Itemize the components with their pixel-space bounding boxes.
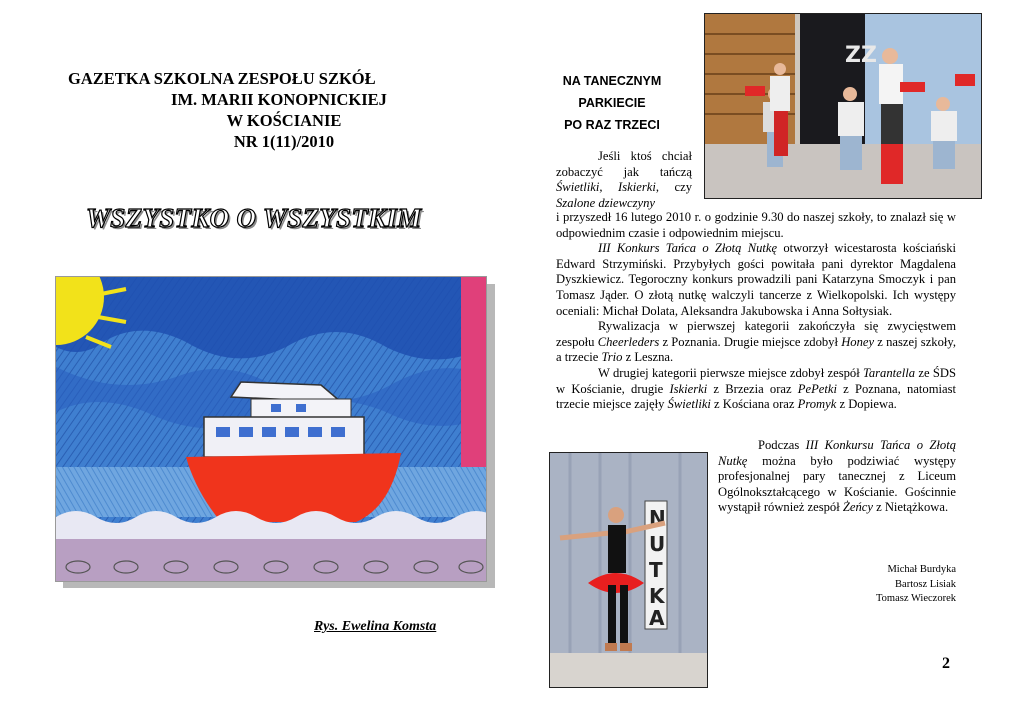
article-authors: [840, 563, 956, 607]
p4-italic-3: PePetki: [797, 381, 837, 396]
p3-italic-1: Cheerleders: [597, 334, 660, 349]
intro-text-1: Jeśli ktoś chciał zobaczyć jak tańczą: [556, 149, 692, 179]
ballerina-photo: [549, 452, 708, 688]
ship-drawing: [55, 276, 487, 582]
article-paragraph-4: [556, 366, 956, 413]
dance-group-image: [705, 14, 981, 198]
p4-text-f: z Dopiewa.: [836, 397, 897, 412]
p2-text: otworzył wicestarosta kościański Edward Strzymiński. Przybyłych gości powitała pani dyrektor Magdalena Dyszkiewicz. Tegoroczny konkurs prowadzili pani Katarzyna Smoczyk i pan Tomasz Jąder. O złotą nutkę walczyli tancerze z Wielkopolski. Ich występy oceniali: Michał Dolata, Aleksandra Jakubowska i Anna Sołtysiak.: [556, 241, 957, 318]
article-title-line-1: NA TANECZNYM: [562, 74, 662, 88]
article-title: [548, 70, 676, 136]
dance-group-photo: [704, 13, 982, 199]
intro-italic-2: Szalone dziewczyny: [556, 195, 655, 210]
p4-italic-5: Promyk: [797, 397, 837, 412]
p3-text-c: z naszej szkoły, a trzecie: [556, 334, 957, 365]
p5-text-a: Podczas: [758, 438, 806, 452]
p4-text-d: z Poznana, natomiast trzecie miejsce zajęły: [556, 381, 956, 412]
header-line-3: W KOŚCIANIE: [226, 111, 342, 130]
p3-text-d: z Leszna.: [622, 350, 674, 365]
article-title-line-3: PO RAZ TRZECI: [564, 118, 660, 132]
p4-italic-2: Iskierki: [669, 381, 708, 396]
sign-letter-5: A: [649, 606, 665, 630]
p4-italic-1: Tarantella: [863, 365, 916, 380]
p3-italic-2: Honey: [841, 334, 875, 349]
p3-text-b: z Poznania. Drugie miejsce zdobył: [659, 334, 842, 349]
article-right-column: [718, 438, 956, 516]
article-paragraph-5: [718, 438, 956, 516]
p4-text-a: W drugiej kategorii pierwsze miejsce zdobył zespół: [598, 365, 864, 380]
sign-letter-1: N: [649, 506, 666, 530]
article-paragraph-3: [556, 319, 956, 366]
p2-italic: III Konkurs Tańca o Złotą Nutkę: [598, 241, 778, 256]
article-main-column: [556, 210, 956, 413]
p3-italic-3: Trio: [601, 350, 623, 365]
author-name: Michał Burdyka: [887, 564, 956, 575]
newspaper-title: WSZYSTKO O WSZYSTKIM: [86, 203, 422, 233]
p3-text-a: Rywalizacja w pierwszej kategorii zakończyła się zwycięstwem zespołu: [556, 319, 956, 349]
sign-letter-2: U: [649, 532, 666, 556]
newspaper-header: [60, 68, 490, 152]
author-name: Tomasz Wieczorek: [876, 593, 956, 604]
header-line-4: NR 1(11)/2010: [233, 132, 335, 151]
p4-text-e: z Kościana oraz: [710, 397, 798, 412]
article-paragraph-2: [556, 241, 956, 319]
header-line-1: GAZETKA SZKOLNA ZESPOŁU SZKÓŁ: [68, 69, 376, 88]
header-line-2: IM. MARII KONOPNICKIEJ: [171, 90, 387, 109]
article-title-line-2: PARKIECIE: [578, 96, 646, 110]
ballerina-image: [550, 453, 707, 687]
page-number: 2: [942, 655, 950, 672]
p5-italic-1: III Konkursu Tańca o Złotą Nutkę: [718, 438, 957, 468]
p5-text-c: z Nietążkowa.: [872, 500, 949, 515]
ship-drawing-image: [56, 277, 486, 581]
intro-italic-1: Świetliki, Iskierki: [556, 180, 656, 195]
p4-text-b: ze ŚDS w Kościanie, drugie: [556, 365, 956, 396]
article-intro-paragraph: [556, 149, 692, 211]
intro-text-2: , czy: [655, 180, 692, 195]
photo1-sign: ZZ: [845, 43, 877, 68]
p4-italic-4: Świetliki: [667, 397, 711, 412]
article-intro-column: [556, 149, 692, 211]
drawing-caption: Rys. Ewelina Komsta: [314, 619, 437, 634]
author-name: Bartosz Lisiak: [895, 578, 956, 590]
p5-italic-2: Żeńcy: [842, 500, 873, 515]
sign-letter-4: K: [649, 584, 665, 608]
article-paragraph-1: i przyszedł 16 lutego 2010 r. o godzinie 9.30 do naszej szkoły, to znalazł się w odpowiednim czasie i odpowiednim miejscu.: [556, 210, 956, 240]
sign-letter-3: T: [649, 558, 663, 582]
p4-text-c: z Brzezia oraz: [707, 381, 798, 396]
p5-text-b: można było podziwiać występy profesjonalnej pary tanecznej z Liceum Ogólnokształcącego w Kościanie. Gościnnie wystąpił również zespół: [718, 453, 956, 515]
